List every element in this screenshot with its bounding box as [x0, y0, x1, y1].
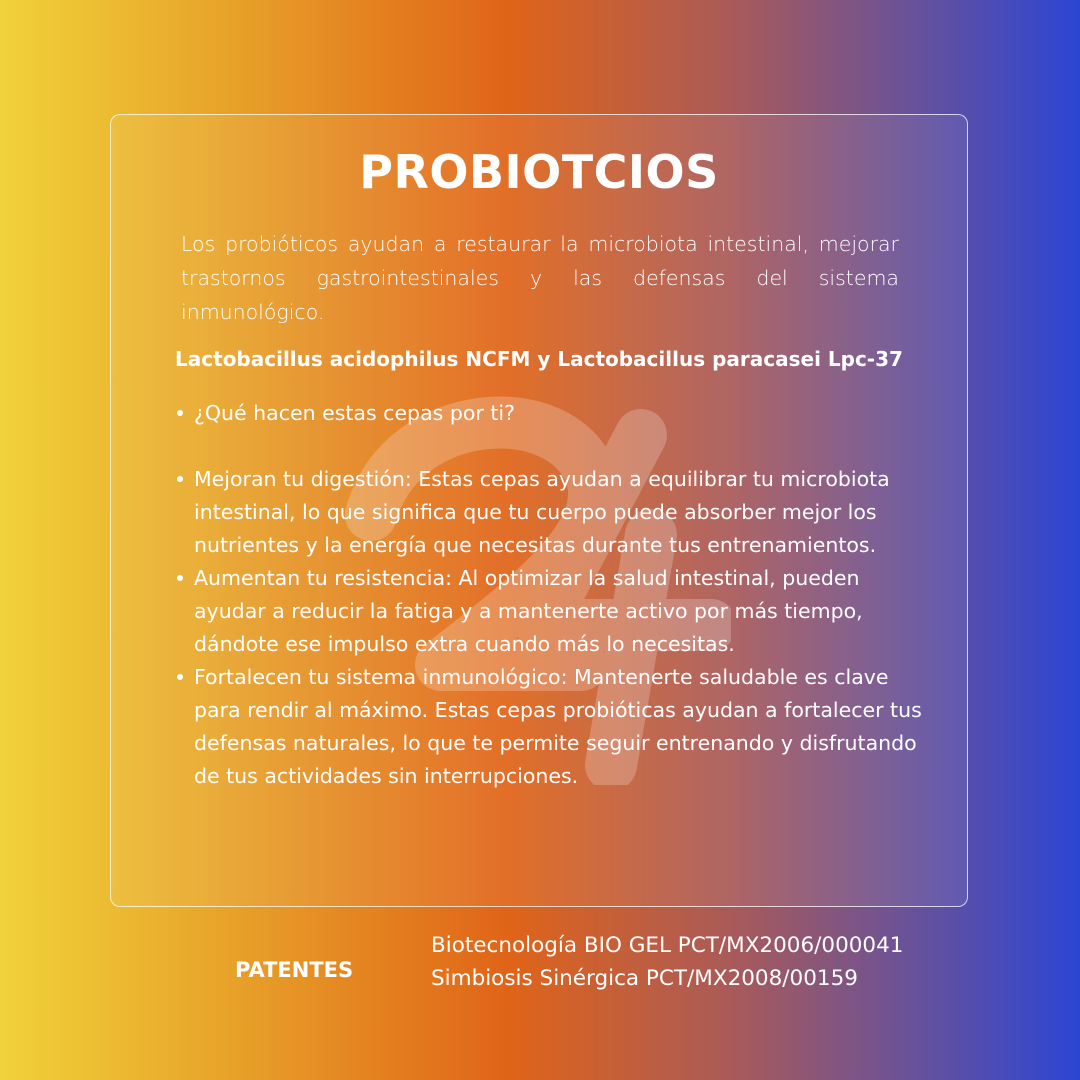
info-card [110, 114, 968, 907]
patent-line: Biotecnología BIO GEL PCT/MX2006/000041 [431, 933, 904, 958]
patents-label: PATENTES [235, 958, 354, 982]
list-item: Mejoran tu digestión: Estas cepas ayudan a equilibrar tu microbiota intestinal, lo que significa que tu cuerpo puede absorber mejor los nutrientes y la energía que necesitas durante tus entrenamientos. [177, 463, 937, 562]
benefits-list [177, 397, 937, 793]
intro-paragraph: Los probióticos ayudan a restaurar la microbiota intestinal, mejorar trastornos gastrointestinales y las defensas del sistema inmunológico. [181, 232, 899, 324]
strains-heading: Lactobacillus acidophilus NCFM y Lactobacillus paracasei Lpc-37 [175, 347, 903, 371]
list-item: ¿Qué hacen estas cepas por ti? [177, 397, 937, 430]
list-item: Fortalecen tu sistema inmunológico: Mantenerte saludable es clave para rendir al máximo. Estas cepas probióticas ayudan a fortalecer tus defensas naturales, lo que te permite seguir entrenando y disfrutando de tus actividades sin interrupciones. [177, 661, 937, 793]
page-title: PROBIOTCIOS [359, 145, 719, 199]
patent-line: Simbiosis Sinérgica PCT/MX2008/00159 [431, 966, 858, 991]
list-item: Aumentan tu resistencia: Al optimizar la salud intestinal, pueden ayudar a reducir la fatiga y a mantenerte activo por más tiempo, dándote ese impulso extra cuando más lo necesitas. [177, 562, 937, 661]
